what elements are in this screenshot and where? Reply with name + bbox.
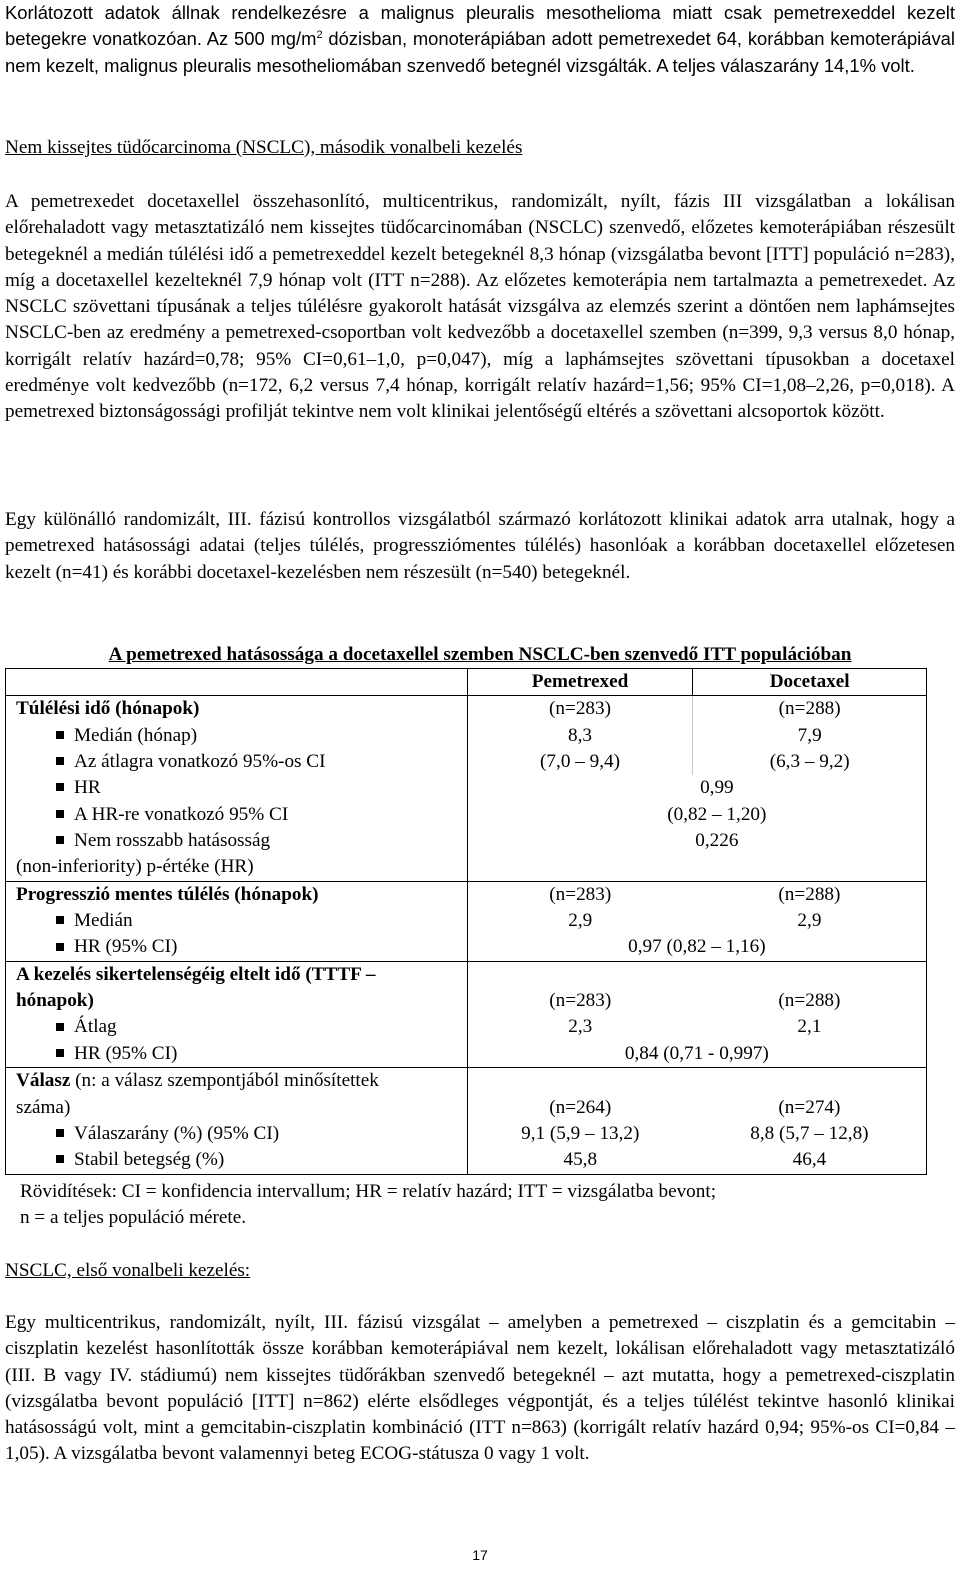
bullet-icon	[56, 731, 64, 739]
bullet-icon	[56, 1155, 64, 1163]
survival-n-doc: (n=288)	[693, 696, 927, 723]
table-row	[6, 723, 927, 749]
response-header-rest: (n: a válasz szempontjából minősítettek	[70, 1070, 379, 1092]
bullet-icon	[56, 943, 64, 951]
pfs-hr-value: 0,97 (0,82 – 1,16)	[467, 934, 926, 961]
response-header-2: száma)	[6, 1095, 468, 1121]
survival-ci-pem: (7,0 – 9,4)	[540, 751, 620, 773]
table-header-row	[6, 669, 927, 696]
pfs-n-pem: (n=283)	[549, 883, 612, 905]
table-row	[6, 802, 927, 828]
table-row	[6, 749, 927, 775]
survival-hr-value: 0,99	[467, 775, 926, 801]
tttf-header-1: A kezelés sikertelenségéig eltelt idő (TTTF –	[6, 961, 468, 988]
response-rr-label: Válaszarány (%) (95% CI)	[74, 1122, 280, 1144]
bullet-icon	[56, 1129, 64, 1137]
tttf-hr-label: HR (95% CI)	[74, 1042, 178, 1064]
bullet-icon	[56, 836, 64, 844]
section-heading-first-line: NSCLC, első vonalbeli kezelés:	[5, 1260, 251, 1281]
response-sd-doc: 46,4	[693, 1147, 927, 1174]
survival-median-doc: 7,9	[693, 723, 927, 749]
table-title: A pemetrexed hatásossága a docetaxellel szemben NSCLC-ben szenvedő ITT populációban	[108, 644, 852, 665]
abbreviations-line-1: Rövidítések: CI = konfidencia intervallum; HR = relatív hazárd; ITT = vizsgálatba bevont;	[20, 1181, 717, 1202]
pfs-median-label: Medián	[74, 910, 133, 932]
table-header-empty	[6, 669, 468, 696]
abbreviations-note	[20, 1179, 920, 1232]
survival-ni-label-2: (non-inferiority) p-értéke (HR)	[6, 854, 468, 881]
survival-ci-label: Az átlagra vonatkozó 95%-os CI	[74, 751, 326, 773]
second-line-paragraph-1: A pemetrexedet docetaxellel összehasonlító, multicentrikus, randomizált, nyílt, fázis III vizsgálatban a lokálisan előrehaladott vagy metasztatizáló nem kissejtes tüdőcarcinomában (NSCLC) szenvedő, előzetes kemoterápiában részesült betegeknél a medián túlélési idő a pemetrexeddel kezelt betegeknél 8,3 hónap (vizsgálatba bevont [ITT] populáció n=283), míg a docetaxellel kezelteknél 7,9 hónap volt (ITT n=288). Az előzetes kemoterápia nem tartalmazta a pemetrexedet. Az NSCLC szövettani típusának a teljes túlélésre gyakorolt hatását vizsgálva az elemzés szerint a döntően nem laphámsejtes NSCLC-ben az eredmény a pemetrexed-csoportban volt kedvezőbb a docetaxellel szemben (n=399, 9,3 versus 8,0 hónap, korrigált relatív hazárd=0,78; 95% CI=0,61–1,0, p=0,047), míg a laphámsejtes szövettani típusokban a docetaxel eredménye volt kedvezőbb (n=172, 6,2 versus 7,4 hónap, korrigált relatív hazárd=1,56; 95% CI=1,08–2,26, p=0,018). A pemetrexed biztonságossági profilját tekintve nem volt klinikai jelentőségű eltérés a szövettani alcsoportok között.	[5, 191, 955, 423]
page-number: 17	[472, 1547, 488, 1563]
response-sd-label: Stabil betegség (%)	[74, 1149, 225, 1171]
pfs-median-doc: 2,9	[693, 908, 927, 934]
bullet-icon	[56, 916, 64, 924]
table-row	[6, 1147, 927, 1174]
survival-median-label: Medián (hónap)	[74, 724, 198, 746]
tttf-n-doc: (n=288)	[693, 988, 927, 1014]
bullet-icon	[56, 810, 64, 818]
table-row	[6, 696, 927, 723]
survival-n-pem: (n=283)	[549, 698, 612, 720]
survival-hrci-value: (0,82 – 1,20)	[467, 802, 926, 828]
response-n-doc: (n=274)	[693, 1095, 927, 1121]
bullet-icon	[56, 757, 64, 765]
tttf-header-2: hónapok)	[6, 988, 468, 1014]
tttf-mean-label: Átlag	[74, 1016, 117, 1038]
table-row	[6, 934, 927, 961]
survival-median-pem: 8,3	[568, 724, 593, 746]
survival-ni-value: 0,226	[467, 828, 926, 854]
survival-ni-label: Nem rosszabb hatásosság	[74, 830, 271, 852]
col-header-pemetrexed: Pemetrexed	[467, 669, 693, 696]
response-n-pem: (n=264)	[549, 1096, 612, 1118]
table-row	[6, 1068, 927, 1095]
response-rr-pem: 9,1 (5,9 – 13,2)	[521, 1122, 640, 1144]
section-heading-second-line: Nem kissejtes tüdőcarcinoma (NSCLC), második vonalbeli kezelés	[5, 137, 523, 158]
table-row	[6, 854, 927, 881]
bullet-icon	[56, 783, 64, 791]
abbreviations-line-2: n = a teljes populáció mérete.	[20, 1207, 247, 1229]
table-row	[6, 775, 927, 801]
tttf-hr-value: 0,84 (0,71 - 0,997)	[467, 1041, 926, 1068]
survival-header: Túlélési idő (hónapok)	[6, 696, 468, 723]
first-line-paragraph: Egy multicentrikus, randomizált, nyílt, III. fázisú vizsgálat – amelyben a pemetrexed – ciszplatin és a gemcitabin – ciszplatin kezelést hasonlították össze korábban kemoterápiával nem kezelt, lokálisan előrehaladott vagy metasztatizáló (III. B vagy IV. stádiumú) nem kissejtes tüdőrákban szenvedő betegeknél – azt mutatta, hogy a pemetrexed-ciszplatin (vizsgálatba bevont populáció [ITT] n=862) elérte elsődleges végpontját, és a teljes túlélést tekintve hasonló klinikai hatásosságú volt, mint a gemcitabin-ciszplatin kombináció (ITT n=863) (korrigált relatív hazárd 0,94; 95%-os CI=0,84 –1,05). A vizsgálatba bevont valamennyi beteg ECOG-státusza 0 vagy 1 volt.	[5, 1312, 955, 1465]
table-row	[6, 961, 927, 988]
response-sd-pem: 45,8	[467, 1147, 693, 1174]
response-rr-doc: 8,8 (5,7 – 12,8)	[693, 1121, 927, 1147]
table-row	[6, 1095, 927, 1121]
pfs-n-doc: (n=288)	[693, 881, 927, 908]
survival-hr-label: HR	[74, 777, 101, 799]
col-header-docetaxel: Docetaxel	[693, 669, 927, 696]
pfs-median-pem: 2,9	[568, 910, 593, 932]
bullet-icon	[56, 1049, 64, 1057]
pfs-header: Progresszió mentes túlélés (hónapok)	[6, 881, 468, 908]
table-row	[6, 881, 927, 908]
intro-text-2: dózisban, monoterápiában adott pemetrexedet 64, korábban kemoterápiával nem kezelt, malignus pleuralis mesotheliomában szenvedő betegnél vizsgálták. A teljes válaszarány 14,1% volt.	[5, 28, 955, 76]
tttf-n-pem: (n=283)	[549, 990, 612, 1012]
survival-ci-doc: (6,3 – 9,2)	[693, 749, 927, 775]
survival-hrci-label: A HR-re vonatkozó 95% CI	[74, 803, 289, 825]
intro-paragraph	[5, 0, 955, 79]
tttf-mean-pem: 2,3	[568, 1016, 593, 1038]
superscript: 2	[316, 29, 323, 42]
bullet-icon	[56, 1023, 64, 1031]
second-line-paragraph-2: Egy különálló randomizált, III. fázisú kontrollos vizsgálatból származó korlátozott klinikai adatok arra utalnak, hogy a pemetrexed hatásossági adatai (teljes túlélés, progressziómentes túlélés) hasonlóak a korábban docetaxellel előzetesen kezelt (n=41) és korábbi docetaxel-kezelésben nem részesült (n=540) betegeknél.	[5, 509, 955, 583]
intro-text-1: Korlátozott adatok állnak rendelkezésre a malignus pleuralis mesothelioma miatt csak pemetrexeddel kezelt betegekre vonatkozóan. Az 500 mg/m	[5, 2, 955, 50]
table-row	[6, 1014, 927, 1040]
efficacy-table	[5, 668, 927, 1175]
pfs-hr-label: HR (95% CI)	[74, 936, 178, 958]
table-row	[6, 1121, 927, 1147]
table-row	[6, 908, 927, 934]
table-row	[6, 1041, 927, 1068]
tttf-mean-doc: 2,1	[693, 1014, 927, 1040]
table-row	[6, 988, 927, 1014]
table-row	[6, 828, 927, 854]
response-header-bold: Válasz	[16, 1070, 71, 1092]
